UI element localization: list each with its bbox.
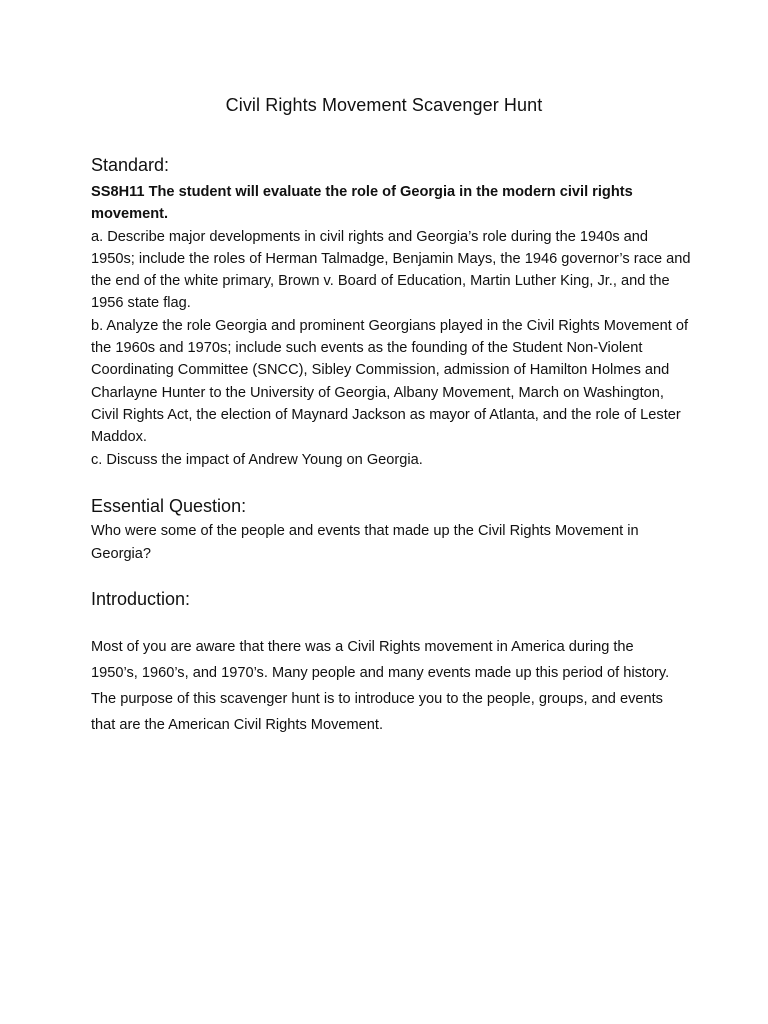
standard-block	[91, 181, 691, 471]
document-title: Civil Rights Movement Scavenger Hunt	[225, 95, 543, 115]
standard-code-line: SS8H11 The student will evaluate the role of Georgia in the modern civil rights movement.	[91, 184, 633, 223]
standard-heading: Standard:	[91, 155, 170, 175]
introduction-heading: Introduction:	[91, 589, 191, 609]
essential-question-heading: Essential Question:	[91, 496, 247, 516]
standard-item-b: b. Analyze the role Georgia and prominent Georgians played in the Civil Rights Movement of the 1960s and 1970s; include such events as the founding of the Student Non-Violent Coordinating Committee (SNCC), Sibley Commission, admission of Hamilton Holmes and Charlayne Hunter to the University of Georgia, Albany Movement, March on Washington, Civil Rights Act, the election of Maynard Jackson as mayor of Atlanta, and the role of Lester Maddox.	[91, 317, 689, 446]
introduction-text: Most of you are aware that there was a Civil Rights movement in America during the 1950’s, 1960’s, and 1970’s. Many people and many events made up this period of history. The purpose of this scavenger hunt is to introduce you to the people, groups, and events that are the American Civil Rights Movement.	[91, 639, 670, 733]
standard-item-c: c. Discuss the impact of Andrew Young on Georgia.	[91, 451, 423, 468]
standard-item-a: a. Describe major developments in civil rights and Georgia’s role during the 1940s and 1950s; include the roles of Herman Talmadge, Benjamin Mays, the 1946 governor’s race and the end of the white primary, Brown v. Board of Education, Martin Luther King, Jr., and the 1956 state flag.	[91, 228, 691, 312]
essential-question-text: Who were some of the people and events that made up the Civil Rights Movement in Georgia?	[91, 523, 639, 562]
